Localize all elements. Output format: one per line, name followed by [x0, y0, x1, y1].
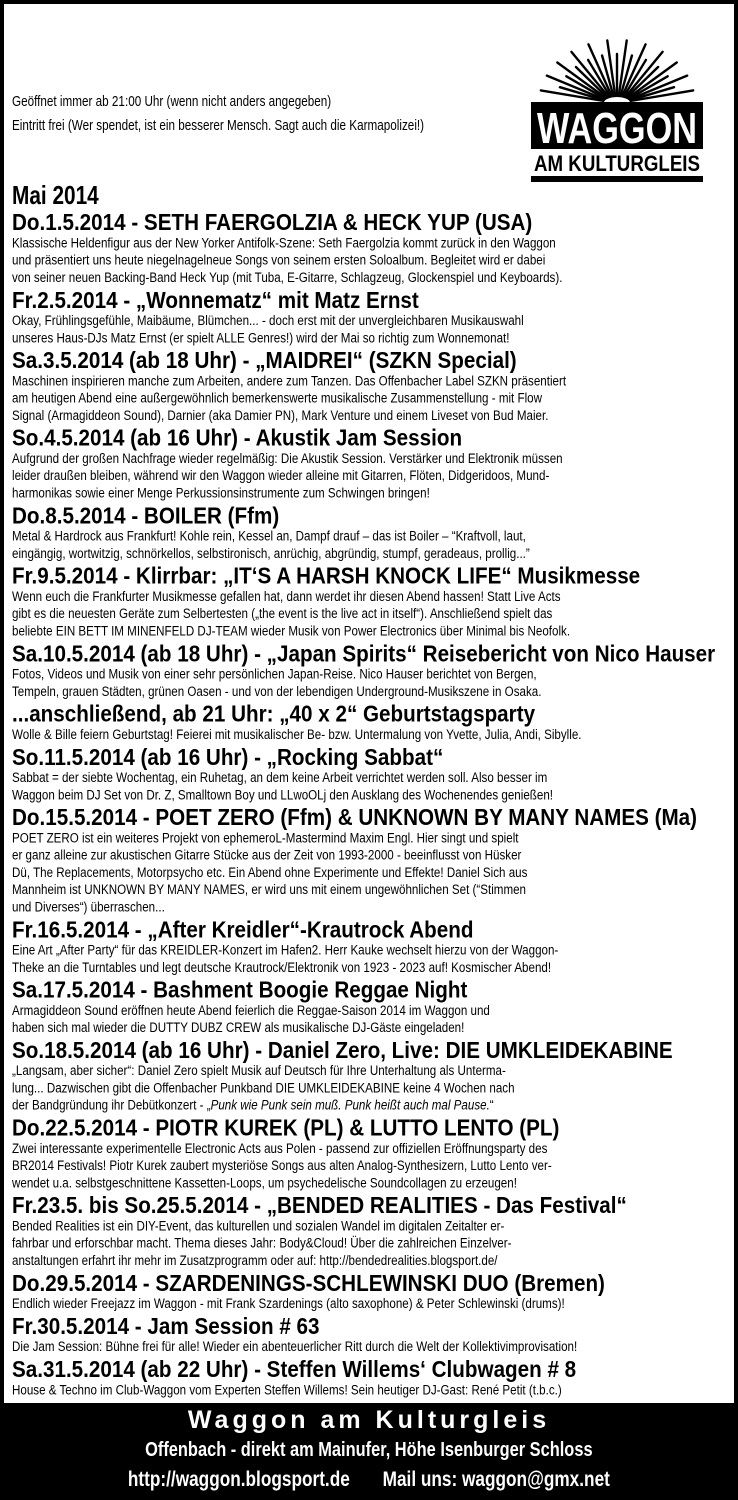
- event-item: [12, 1039, 734, 1115]
- event-description: [12, 313, 734, 347]
- event-item: [12, 349, 734, 425]
- event-description-line: anstaltungen erfahrt ihr mehr im Zusatzprogramm oder auf: http://bendedrealities.blogsport.de/: [12, 1253, 498, 1269]
- event-title: Sa.3.5.2014 (ab 18 Uhr) - „MAIDREI“ (SZKN Special): [12, 348, 517, 374]
- event-title: Do.15.5.2014 - POET ZERO (Ffm) & UNKNOWN BY MANY NAMES (Ma): [12, 805, 698, 831]
- event-description: [12, 1296, 734, 1313]
- intro-info: [12, 90, 540, 138]
- event-description: [12, 528, 734, 562]
- event-item: [12, 1116, 734, 1192]
- event-title: Sa.17.5.2014 - Bashment Boogie Reggae Night: [12, 977, 468, 1004]
- event-description-line: lung... Dazwischen gibt die Offenbacher Punkband DIE UMKLEIDEKABINE keine 4 Wochen nach: [12, 1080, 515, 1097]
- sunburst-icon: [531, 32, 703, 182]
- event-item: [12, 211, 734, 287]
- waggon-logo: [531, 32, 703, 182]
- event-description-line: fahrbar und erforschbar macht. Thema dieses Jahr: Body&Cloud! Über die zahlreichen Einzelver-: [12, 1236, 512, 1252]
- event-title: Fr.30.5.2014 - Jam Session # 63: [12, 1313, 320, 1340]
- event-description: [12, 1382, 734, 1399]
- event-description-line: [12, 1097, 494, 1114]
- event-title: So.4.5.2014 (ab 16 Uhr) - Akustik Jam Session: [12, 425, 463, 452]
- flyer-content: [4, 4, 734, 1403]
- event-list: [12, 211, 734, 1401]
- event-description-line: Okay, Frühlingsgefühle, Maibäume, Blümchen... - doch erst mit der unvergleichbaren Musikauswahl: [12, 313, 524, 329]
- event-description-line: eingängig, wortwitzig, schnörkellos, selbstironisch, anrüchig, abgründig, stumpf, geradeaus, prollig...”: [12, 546, 530, 562]
- event-description: [12, 770, 734, 804]
- quote-end: “: [489, 1098, 494, 1114]
- event-description-line: wendet u.a. selbstgeschnittene Kassetten-Loops, um psychedelische Soundcollagen zu erzeugen!: [12, 1175, 517, 1192]
- event-description: [12, 1140, 734, 1192]
- event-description-line: Armagiddeon Sound eröffnen heute Abend feierlich die Reggae-Saison 2014 im Waggon und: [12, 1003, 490, 1019]
- event-title: Do.8.5.2014 - BOILER (Ffm): [12, 503, 280, 530]
- event-item: [12, 1272, 734, 1313]
- event-description-line: Endlich wieder Freejazz im Waggon - mit Frank Szardenings (alto saxophone) & Peter Schlewinski (drums)!: [12, 1296, 565, 1312]
- event-description: [12, 235, 734, 287]
- event-item: [12, 703, 734, 744]
- event-description: [12, 666, 734, 700]
- event-title: Do.22.5.2014 - PIOTR KUREK (PL) & LUTTO LENTO (PL): [12, 1115, 560, 1142]
- event-title: ...anschließend, ab 21 Uhr: „40 x 2“ Geburtstagsparty: [12, 701, 536, 728]
- footer-website-link[interactable]: http://waggon.blogsport.de: [128, 1468, 350, 1491]
- event-title: Sa.31.5.2014 (ab 22 Uhr) - Steffen Willems‘ Clubwagen # 8: [12, 1356, 577, 1383]
- event-description-line: gibt es die neuesten Geräte zum Selbertesten („the event is the live act in itself“). Anschließend spielt das: [12, 606, 553, 623]
- event-description-line: Sabbat = der siebte Wochentag, ein Ruhetag, an dem keine Arbeit verrichtet werden soll. Also besser im: [12, 770, 548, 786]
- event-description-line: Aufgrund der großen Nachfrage wieder regelmäßig: Die Akustik Session. Verstärker und Elektronik müssen: [12, 451, 563, 467]
- event-item: [12, 427, 734, 503]
- event-description-line: Die Jam Session: Bühne frei für alle! Wieder ein abenteuerlicher Ritt durch die Welt der Kollektivimprovisation!: [12, 1339, 578, 1356]
- event-item: [12, 1315, 734, 1356]
- event-description: [12, 589, 734, 641]
- event-description: [12, 451, 734, 503]
- event-description-line: Maschinen inspirieren manche zum Arbeiten, andere zum Tanzen. Das Offenbacher Label SZKN präsentiert: [12, 373, 567, 390]
- footer-address: Offenbach - direkt am Mainufer, Höhe Isenburger Schloss: [145, 1439, 593, 1461]
- event-item: [12, 1194, 734, 1270]
- event-description-line: Bended Realities ist ein DIY-Event, das kulturellen und sozialen Wandel im digitalen Zeitalter er-: [12, 1218, 505, 1235]
- event-description-line: Signal (Armagiddeon Sound), Darnier (aka Damier PN), Mark Venture und einem Liveset von Bud Maier.: [12, 408, 549, 424]
- event-title: Sa.10.5.2014 (ab 18 Uhr) - „Japan Spirits“ Reisebericht von Nico Hauser: [12, 641, 716, 668]
- event-description-line: Klassische Heldenfigur aus der New Yorker Antifolk-Szene: Seth Faergolzia kommt zurück in den Waggon: [12, 235, 556, 252]
- event-description: [12, 1002, 734, 1036]
- event-description-line: House & Techno im Club-Waggon vom Experten Steffen Willems! Sein heutiger DJ-Gast: René Petit (t.b.c.): [12, 1382, 562, 1399]
- event-description: [12, 1339, 734, 1356]
- event-description: [12, 830, 734, 916]
- event-item: [12, 978, 734, 1036]
- event-description-line: BR2014 Festivals! Piotr Kurek zaubert mysteriöse Songs aus alten Analog-Synthesizern, Lutto Lento ver-: [12, 1158, 552, 1174]
- event-item: [12, 565, 734, 641]
- event-description-line: Waggon beim DJ Set von Dr. Z, Smalltown Boy und LLwoOLj den Ausklang des Wochenendes genießen!: [12, 787, 553, 804]
- event-description-line: Wolle & Bille feiern Geburtstag! Feierei mit musikalischer Be- bzw. Untermalung von Yvette, Julia, Andi, Sibylle.: [12, 727, 582, 743]
- event-description-line: und Diverses“) überraschen...: [12, 899, 165, 916]
- event-item: [12, 806, 734, 916]
- description-text: der Bandgründung ihr Debütkonzert - „: [12, 1098, 211, 1114]
- event-description: [12, 1063, 734, 1115]
- quote-italic: Punk wie Punk sein muß. Punk heißt auch mal Pause.: [210, 1098, 490, 1114]
- event-description-line: und präsentiert uns heute niegelnagelneue Songs von seinem ersten Soloalbum. Begleitet wird er dabei: [12, 253, 546, 269]
- logo-subtitle: AM KULTURGLEIS: [534, 151, 700, 176]
- event-description: [12, 942, 734, 976]
- event-title: Fr.2.5.2014 - „Wonnematz“ mit Matz Ernst: [12, 287, 419, 314]
- footer-venue-name: Waggon am Kulturgleis: [187, 1406, 551, 1434]
- event-description-line: haben sich mal wieder die DUTTY DUBZ CREW als musikalische DJ-Gäste eingeladen!: [12, 1020, 465, 1036]
- event-description-line: unseres Haus-DJs Matz Ernst (er spielt ALLE Genres!) wird der Mai so richtig zum Wonnemonat!: [12, 330, 510, 347]
- event-description: [12, 373, 734, 425]
- event-description-line: leider draußen bleiben, während wir den Waggon wieder alleine mit Gitarren, Flöten, Didgeridoos, Mund-: [12, 468, 550, 485]
- event-description: [12, 1218, 734, 1270]
- footer-contact: [128, 1465, 610, 1495]
- event-item: [12, 289, 734, 347]
- event-item: [12, 918, 734, 976]
- event-description-line: Theke an die Turntables und legt deutsche Krautrock/Elektronik von 1923 - 2023 auf! Kosmischer Abend!: [12, 960, 552, 976]
- event-title: Fr.16.5.2014 - „After Kreidler“-Krautrock Abend: [12, 917, 474, 944]
- month-heading: Mai 2014: [12, 180, 99, 210]
- event-item: [12, 1358, 734, 1399]
- entry-info-text: Eintritt frei (Wer spendet, ist ein besserer Mensch. Sagt auch die Karmapolizei!): [12, 117, 425, 134]
- event-item: [12, 642, 734, 700]
- footer-mail-link[interactable]: Mail uns: waggon@gmx.net: [382, 1468, 610, 1491]
- event-title: Fr.23.5. bis So.25.5.2014 - „BENDED REALITIES - Das Festival“: [12, 1193, 627, 1219]
- event-item: [12, 746, 734, 804]
- event-title: Do.29.5.2014 - SZARDENINGS-SCHLEWINSKI DUO (Bremen): [12, 1270, 605, 1297]
- event-description-line: am heutigen Abend eine außergewöhnlich bemerkenswerte musikalische Zusammenstellung - mit Flow: [12, 391, 542, 407]
- event-description-line: Tempeln, grauen Städten, grünen Oasen - und von der lebendigen Underground-Musikszene in Osaka.: [12, 684, 542, 700]
- event-description-line: Mannheim ist UNKNOWN BY MANY NAMES, er wird uns mit einem ungewöhnlichen Set (“Stimmen: [12, 882, 527, 898]
- logo-underline: [531, 176, 703, 182]
- event-description-line: Fotos, Videos und Musik von einer sehr persönlichen Japan-Reise. Nico Hauser berichtet von Bergen,: [12, 667, 537, 683]
- event-description-line: Metal & Hardrock aus Frankfurt! Kohle rein, Kessel an, Dampf drauf – das ist Boiler – “Kraftvoll, laut,: [12, 529, 526, 545]
- footer: [0, 1403, 738, 1500]
- event-description-line: von seiner neuen Backing-Band Heck Yup (mit Tuba, E-Gitarre, Schlagzeug, Glockenspiel und Keyboards).: [12, 270, 563, 286]
- event-description-line: Eine Art „After Party“ für das KREIDLER-Konzert im Hafen2. Herr Kauke wechselt hierzu von der Waggon-: [12, 943, 559, 959]
- event-description-line: beliebte EIN BETT IM MINENFELD DJ-TEAM wieder Musik von Power Electronics über Minimal bis Neofolk.: [12, 623, 571, 640]
- event-title: So.11.5.2014 (ab 16 Uhr) - „Rocking Sabbat“: [12, 744, 444, 771]
- event-title: So.18.5.2014 (ab 16 Uhr) - Daniel Zero, Live: DIE UMKLEIDEKABINE: [12, 1037, 673, 1064]
- event-item: [12, 504, 734, 562]
- event-description-line: er ganz alleine zur akustischen Gitarre Stücke aus der Zeit von 1993-2000 - beeinflusst von Hüsker: [12, 848, 522, 864]
- logo-name: WAGGON: [537, 104, 697, 153]
- event-description-line: Wenn euch die Frankfurter Musikmesse gefallen hat, dann werdet ihr diesen Abend hassen! Statt Live Acts: [12, 589, 561, 605]
- opening-hours-text: Geöffnet immer ab 21:00 Uhr (wenn nicht anders angegeben): [12, 93, 332, 110]
- event-description-line: Dü, The Replacements, Motorpsycho etc. Ein Abend ohne Experimente und Effekte! Daniel Sich aus: [12, 865, 528, 881]
- event-title: Do.1.5.2014 - SETH FAERGOLZIA & HECK YUP (USA): [12, 210, 533, 236]
- event-description-line: Zwei interessante experimentelle Electronic Acts aus Polen - passend zur offiziellen Eröffnungsparty des: [12, 1141, 548, 1157]
- event-description-line: POET ZERO ist ein weiteres Projekt von ephemeroL-Mastermind Maxim Engl. Hier singt und spielt: [12, 830, 519, 847]
- event-description-line: „Langsam, aber sicher“: Daniel Zero spielt Musik auf Deutsch für Ihre Unterhaltung als Unterma-: [12, 1063, 506, 1080]
- event-title: Fr.9.5.2014 - Klirrbar: „IT‘S A HARSH KNOCK LIFE“ Musikmesse: [12, 563, 641, 590]
- event-description: [12, 726, 734, 743]
- event-description-line: harmonikas sowie einer Menge Perkussionsinstrumente zum Schwingen bringen!: [12, 485, 430, 502]
